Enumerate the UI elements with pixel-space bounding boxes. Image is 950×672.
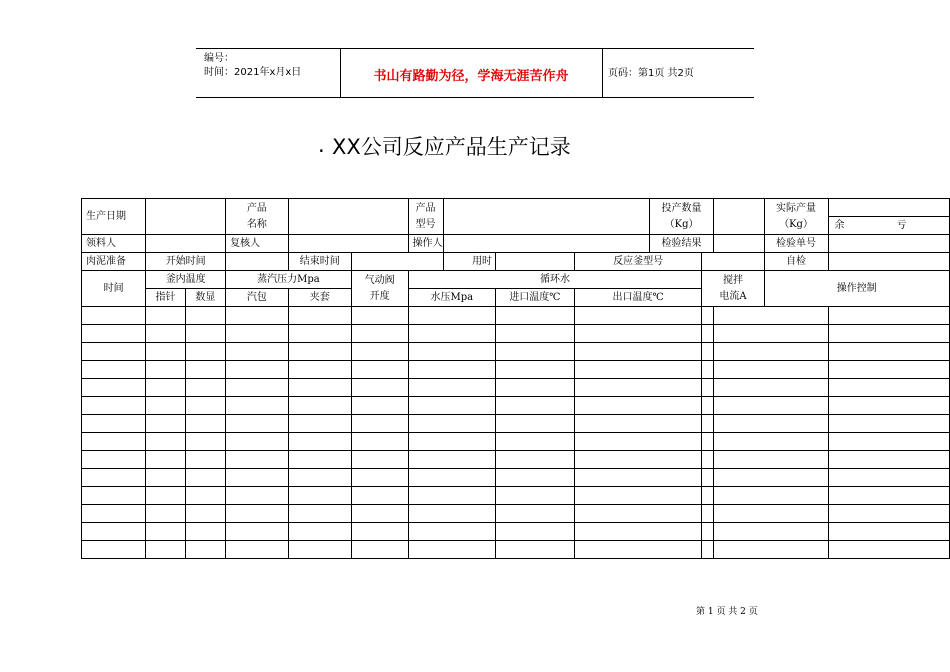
table-cell[interactable]: [351, 451, 408, 469]
col-outlet-temp: 出口温度℃: [574, 289, 702, 307]
table-cell[interactable]: [146, 541, 185, 559]
table-cell[interactable]: [408, 397, 496, 415]
table-cell[interactable]: [226, 523, 289, 541]
table-row: [82, 541, 950, 559]
table-cell[interactable]: [574, 379, 702, 397]
table-cell[interactable]: [714, 361, 828, 379]
title-dot: .: [318, 133, 325, 157]
col-drum: 汽包: [226, 289, 289, 307]
reactor-model-value[interactable]: [702, 253, 764, 271]
table-cell[interactable]: [574, 343, 702, 361]
table-cell[interactable]: [828, 415, 949, 433]
table-cell[interactable]: [146, 451, 185, 469]
operator-label: 操作人: [408, 235, 443, 253]
table-cell[interactable]: [288, 541, 351, 559]
table-cell[interactable]: [82, 415, 146, 433]
col-stir-current: 搅拌 电流A: [702, 271, 764, 307]
table-row: [82, 505, 950, 523]
table-cell[interactable]: [408, 469, 496, 487]
table-cell[interactable]: [351, 361, 408, 379]
table-cell[interactable]: [226, 505, 289, 523]
table-row: [82, 487, 950, 505]
table-cell[interactable]: [702, 487, 714, 505]
col-water-pressure: 水压Mpa: [408, 289, 496, 307]
table-cell[interactable]: [574, 325, 702, 343]
table-cell[interactable]: [714, 541, 828, 559]
table-cell[interactable]: [702, 541, 714, 559]
test-number-value[interactable]: [828, 235, 949, 253]
table-cell[interactable]: [146, 523, 185, 541]
table-cell[interactable]: [351, 487, 408, 505]
time-used-value[interactable]: [496, 253, 575, 271]
col-digital: 数显: [185, 289, 225, 307]
picker-value[interactable]: [146, 235, 226, 253]
col-time: 时间: [82, 271, 146, 307]
table-row: [82, 451, 950, 469]
table-cell[interactable]: [351, 541, 408, 559]
table-cell[interactable]: [408, 325, 496, 343]
table-cell[interactable]: [226, 487, 289, 505]
table-row: [82, 397, 950, 415]
table-cell[interactable]: [828, 325, 949, 343]
input-qty-value[interactable]: [714, 199, 764, 235]
product-model-value[interactable]: [443, 199, 649, 235]
table-cell[interactable]: [574, 397, 702, 415]
table-cell[interactable]: [185, 433, 225, 451]
col-op-control: 操作控制: [764, 271, 949, 307]
table-cell[interactable]: [408, 541, 496, 559]
actual-qty-value[interactable]: [828, 199, 949, 217]
table-cell[interactable]: [828, 541, 949, 559]
table-cell[interactable]: [351, 325, 408, 343]
table-cell[interactable]: [226, 307, 289, 325]
table-cell[interactable]: [714, 469, 828, 487]
table-cell[interactable]: [496, 415, 575, 433]
table-cell[interactable]: [574, 307, 702, 325]
table-row: [82, 523, 950, 541]
table-cell[interactable]: [408, 451, 496, 469]
table-cell[interactable]: [714, 487, 828, 505]
table-cell[interactable]: [226, 379, 289, 397]
table-cell[interactable]: [714, 505, 828, 523]
table-cell[interactable]: [288, 469, 351, 487]
table-row: [82, 415, 950, 433]
table-cell[interactable]: [714, 325, 828, 343]
table-cell[interactable]: [226, 469, 289, 487]
table-cell[interactable]: [226, 361, 289, 379]
surplus-label: 余: [834, 219, 845, 231]
production-record-table: [81, 198, 950, 559]
col-cooling-water: 循环水: [408, 271, 702, 289]
table-cell[interactable]: [185, 505, 225, 523]
product-name-label: 产品 名称: [226, 199, 289, 235]
table-cell[interactable]: [288, 325, 351, 343]
table-cell[interactable]: [408, 505, 496, 523]
col-pointer: 指针: [146, 289, 185, 307]
table-cell[interactable]: [288, 487, 351, 505]
table-cell[interactable]: [185, 523, 225, 541]
table-cell[interactable]: [185, 379, 225, 397]
table-cell[interactable]: [828, 379, 949, 397]
table-cell[interactable]: [714, 343, 828, 361]
table-cell[interactable]: [702, 433, 714, 451]
table-cell[interactable]: [82, 541, 146, 559]
table-cell[interactable]: [185, 541, 225, 559]
table-cell[interactable]: [714, 397, 828, 415]
table-cell[interactable]: [408, 361, 496, 379]
deficit-label: 亏: [896, 219, 907, 231]
table-cell[interactable]: [574, 487, 702, 505]
table-cell[interactable]: [828, 361, 949, 379]
table-cell[interactable]: [574, 361, 702, 379]
table-cell[interactable]: [351, 523, 408, 541]
col-inlet-temp: 进口温度℃: [496, 289, 575, 307]
table-cell[interactable]: [714, 433, 828, 451]
table-cell[interactable]: [82, 361, 146, 379]
table-cell[interactable]: [574, 415, 702, 433]
reviewer-value[interactable]: [288, 235, 408, 253]
table-cell[interactable]: [185, 343, 225, 361]
table-cell[interactable]: [288, 397, 351, 415]
table-row: [82, 325, 950, 343]
surplus-deficit-cell[interactable]: [828, 217, 949, 235]
table-cell[interactable]: [288, 523, 351, 541]
table-cell[interactable]: [828, 433, 949, 451]
motto: 书山有路勤为径，学海无涯苦作舟: [373, 69, 569, 84]
table-cell[interactable]: [351, 397, 408, 415]
table-cell[interactable]: [702, 451, 714, 469]
table-row: [82, 379, 950, 397]
table-cell[interactable]: [146, 379, 185, 397]
table-cell[interactable]: [408, 523, 496, 541]
table-cell[interactable]: [288, 379, 351, 397]
table-cell[interactable]: [82, 433, 146, 451]
col-kettle-temp: 釜内温度: [146, 271, 226, 289]
table-cell[interactable]: [82, 451, 146, 469]
table-cell[interactable]: [288, 415, 351, 433]
table-cell[interactable]: [185, 415, 225, 433]
table-cell[interactable]: [496, 505, 575, 523]
table-cell[interactable]: [226, 433, 289, 451]
product-name-value[interactable]: [288, 199, 408, 235]
table-cell[interactable]: [351, 343, 408, 361]
table-cell[interactable]: [702, 397, 714, 415]
table-row: [82, 433, 950, 451]
table-cell[interactable]: [146, 307, 185, 325]
table-cell[interactable]: [288, 505, 351, 523]
table-cell[interactable]: [146, 397, 185, 415]
table-cell[interactable]: [496, 307, 575, 325]
table-cell[interactable]: [496, 343, 575, 361]
page-label: 页码：第1页 共2页: [608, 68, 694, 79]
table-cell[interactable]: [82, 523, 146, 541]
col-steam-pressure: 蒸汽压力Mpa: [226, 271, 352, 289]
table-cell[interactable]: [496, 361, 575, 379]
table-header-row: [82, 271, 950, 289]
table-cell[interactable]: [828, 343, 949, 361]
product-model-label: 产品 型号: [408, 199, 443, 235]
table-cell[interactable]: [146, 505, 185, 523]
table-row: [82, 469, 950, 487]
table-cell[interactable]: [82, 487, 146, 505]
clay-prep-label: 肉泥准备: [82, 253, 146, 271]
table-cell[interactable]: [714, 451, 828, 469]
table-cell[interactable]: [702, 325, 714, 343]
table-cell[interactable]: [82, 505, 146, 523]
table-cell[interactable]: [828, 487, 949, 505]
table-cell[interactable]: [828, 523, 949, 541]
end-time-value[interactable]: [351, 253, 443, 271]
table-cell[interactable]: [408, 415, 496, 433]
table-cell[interactable]: [82, 397, 146, 415]
table-cell[interactable]: [226, 541, 289, 559]
table-cell[interactable]: [226, 397, 289, 415]
table-cell[interactable]: [496, 325, 575, 343]
document-header: [196, 48, 754, 98]
table-cell[interactable]: [828, 505, 949, 523]
self-check-label: 自检: [764, 253, 828, 271]
input-qty-label: 投产数量 （Kg）: [649, 199, 713, 235]
table-cell[interactable]: [574, 505, 702, 523]
table-cell[interactable]: [702, 469, 714, 487]
table-cell[interactable]: [714, 523, 828, 541]
table-cell[interactable]: [714, 379, 828, 397]
table-cell[interactable]: [574, 451, 702, 469]
table-cell[interactable]: [574, 469, 702, 487]
table-cell[interactable]: [146, 415, 185, 433]
table-cell[interactable]: [146, 469, 185, 487]
table-cell[interactable]: [496, 451, 575, 469]
table-cell[interactable]: [702, 379, 714, 397]
table-cell[interactable]: [714, 307, 828, 325]
time-used-label: 用时: [443, 253, 496, 271]
test-result-value[interactable]: [714, 235, 764, 253]
test-number-label: 检验单号: [764, 235, 828, 253]
table-cell[interactable]: [146, 433, 185, 451]
reviewer-label: 复核人: [226, 235, 289, 253]
table-cell[interactable]: [714, 415, 828, 433]
table-cell[interactable]: [351, 505, 408, 523]
start-time-label: 开始时间: [146, 253, 226, 271]
picker-label: 领料人: [82, 235, 146, 253]
table-cell[interactable]: [496, 397, 575, 415]
test-result-label: 检验结果: [649, 235, 713, 253]
production-date-value[interactable]: [146, 199, 226, 235]
table-cell[interactable]: [185, 469, 225, 487]
table-cell[interactable]: [496, 469, 575, 487]
table-cell[interactable]: [496, 523, 575, 541]
table-row: [82, 343, 950, 361]
table-cell[interactable]: [702, 361, 714, 379]
table-cell[interactable]: [288, 343, 351, 361]
time-label: 时间：2021年x月x日: [204, 67, 302, 78]
col-valve: 气动阀 开度: [351, 271, 408, 307]
table-cell[interactable]: [828, 469, 949, 487]
table-cell[interactable]: [146, 361, 185, 379]
table-cell[interactable]: [351, 469, 408, 487]
table-cell[interactable]: [146, 343, 185, 361]
table-cell[interactable]: [185, 451, 225, 469]
table-cell[interactable]: [226, 451, 289, 469]
self-check-value[interactable]: [828, 253, 949, 271]
reactor-model-label: 反应釜型号: [574, 253, 702, 271]
table-cell[interactable]: [496, 379, 575, 397]
table-cell[interactable]: [351, 433, 408, 451]
table-cell[interactable]: [82, 469, 146, 487]
table-cell[interactable]: [702, 523, 714, 541]
table-cell[interactable]: [82, 325, 146, 343]
table-cell[interactable]: [574, 541, 702, 559]
table-cell[interactable]: [185, 325, 225, 343]
table-cell[interactable]: [146, 487, 185, 505]
table-row: [82, 235, 950, 253]
table-cell[interactable]: [226, 343, 289, 361]
production-date-label: 生产日期: [82, 199, 146, 235]
table-cell[interactable]: [185, 361, 225, 379]
table-cell[interactable]: [351, 379, 408, 397]
table-cell[interactable]: [288, 433, 351, 451]
table-cell[interactable]: [408, 307, 496, 325]
number-label: 编号：: [204, 53, 234, 64]
table-row: [82, 199, 950, 217]
table-cell[interactable]: [828, 307, 949, 325]
table-cell[interactable]: [82, 379, 146, 397]
table-cell[interactable]: [226, 325, 289, 343]
table-cell[interactable]: [82, 307, 146, 325]
table-cell[interactable]: [496, 487, 575, 505]
table-cell[interactable]: [185, 397, 225, 415]
table-cell[interactable]: [288, 451, 351, 469]
table-cell[interactable]: [408, 487, 496, 505]
table-cell[interactable]: [702, 343, 714, 361]
table-row: [82, 253, 950, 271]
table-row: [82, 361, 950, 379]
table-cell[interactable]: [408, 343, 496, 361]
table-cell[interactable]: [828, 451, 949, 469]
table-cell[interactable]: [702, 415, 714, 433]
table-cell[interactable]: [185, 487, 225, 505]
table-cell[interactable]: [226, 415, 289, 433]
table-cell[interactable]: [702, 505, 714, 523]
table-row: [82, 307, 950, 325]
table-cell[interactable]: [702, 307, 714, 325]
table-cell[interactable]: [408, 379, 496, 397]
end-time-label: 结束时间: [288, 253, 351, 271]
table-cell[interactable]: [828, 397, 949, 415]
page-footer: 第 1 页 共 2 页: [696, 607, 758, 617]
table-cell[interactable]: [574, 433, 702, 451]
col-jacket: 夹套: [288, 289, 351, 307]
table-cell[interactable]: [288, 361, 351, 379]
table-cell[interactable]: [288, 307, 351, 325]
page-title: XX公司反应产品生产记录: [332, 135, 571, 159]
operator-value[interactable]: [443, 235, 649, 253]
table-cell[interactable]: [351, 307, 408, 325]
table-cell[interactable]: [82, 343, 146, 361]
actual-qty-label: 实际产量 （Kg）: [764, 199, 828, 235]
table-cell[interactable]: [146, 325, 185, 343]
header-divider: [602, 49, 603, 97]
table-cell[interactable]: [496, 541, 575, 559]
table-cell[interactable]: [351, 415, 408, 433]
table-cell[interactable]: [574, 523, 702, 541]
table-cell[interactable]: [185, 307, 225, 325]
table-cell[interactable]: [408, 433, 496, 451]
start-time-value[interactable]: [226, 253, 289, 271]
table-cell[interactable]: [496, 433, 575, 451]
